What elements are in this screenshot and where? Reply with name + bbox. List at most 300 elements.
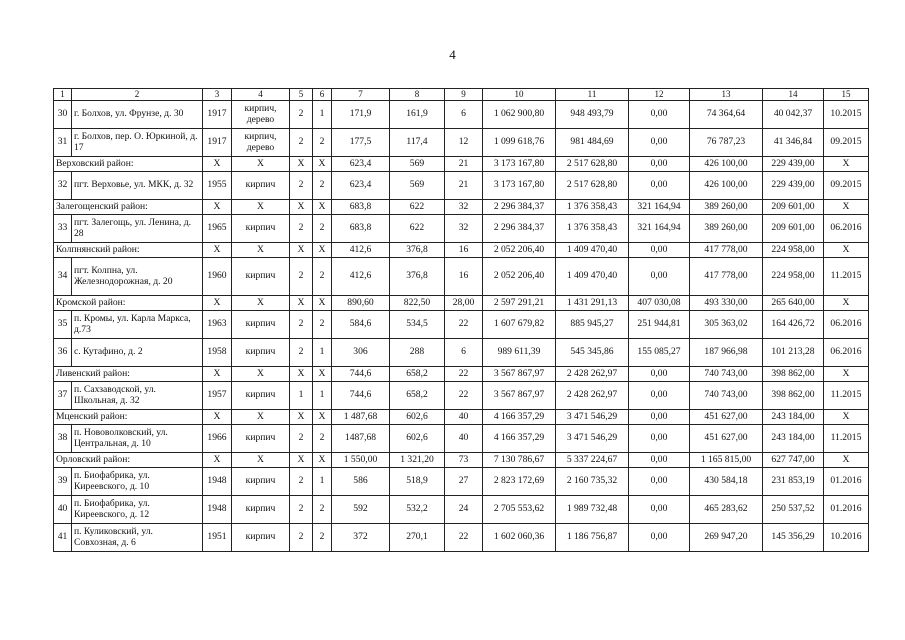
completion-date: 11.2015: [824, 258, 869, 296]
building-row: [54, 339, 869, 367]
completion-date: 06.2016: [824, 339, 869, 367]
district-subtotal-row: [54, 296, 869, 311]
total-cost: 2 823 172,69: [483, 468, 556, 496]
floors-count: 2: [290, 496, 313, 524]
municipal-share: 417 778,00: [690, 243, 763, 258]
floors-count: 2: [290, 468, 313, 496]
residents-count: 32: [445, 215, 483, 243]
completion-date: X: [824, 453, 869, 468]
municipal-share: 389 260,00: [690, 215, 763, 243]
owners-share: 229 439,00: [763, 172, 824, 200]
building-address: п. Биофабрика, ул. Киреевского, д. 10: [72, 468, 203, 496]
completion-date: X: [824, 157, 869, 172]
completion-date: 10.2015: [824, 101, 869, 129]
floors-count: X: [290, 243, 313, 258]
living-area: 569: [390, 157, 445, 172]
region-share: 0,00: [629, 172, 690, 200]
column-number: 15: [824, 89, 869, 101]
owners-share: 398 862,00: [763, 382, 824, 410]
owners-share: 164 426,72: [763, 311, 824, 339]
entrances-count: 2: [313, 215, 332, 243]
row-number: 38: [54, 425, 72, 453]
district-subtotal-row: [54, 243, 869, 258]
residents-count: 22: [445, 311, 483, 339]
living-area: 569: [390, 172, 445, 200]
district-subtotal-row: [54, 367, 869, 382]
owners-share: 40 042,37: [763, 101, 824, 129]
total-cost: 7 130 786,67: [483, 453, 556, 468]
living-area: 376,8: [390, 258, 445, 296]
building-address: пгт. Верховье, ул. МКК, д. 32: [72, 172, 203, 200]
municipal-share: 74 364,64: [690, 101, 763, 129]
total-cost: 2 296 384,37: [483, 215, 556, 243]
municipal-share: 426 100,00: [690, 172, 763, 200]
municipal-share: 269 947,20: [690, 524, 763, 552]
completion-date: 10.2016: [824, 524, 869, 552]
wall-material: кирпич, дерево: [232, 129, 290, 157]
wall-material: кирпич: [232, 496, 290, 524]
living-area: 288: [390, 339, 445, 367]
total-cost: 3 567 867,97: [483, 367, 556, 382]
floors-count: X: [290, 453, 313, 468]
residents-count: 32: [445, 200, 483, 215]
total-cost: 1 607 679,82: [483, 311, 556, 339]
wall-material: кирпич: [232, 382, 290, 410]
municipal-share: 465 283,62: [690, 496, 763, 524]
fund-share: 1 431 291,13: [556, 296, 629, 311]
entrances-count: 2: [313, 524, 332, 552]
floors-count: 2: [290, 101, 313, 129]
build-year: 1963: [203, 311, 232, 339]
fund-share: 1 376 358,43: [556, 200, 629, 215]
region-share: 155 085,27: [629, 339, 690, 367]
living-area: 602,6: [390, 410, 445, 425]
column-number: 12: [629, 89, 690, 101]
floors-count: 2: [290, 129, 313, 157]
total-area: 683,8: [332, 215, 390, 243]
total-area: 890,60: [332, 296, 390, 311]
owners-share: 627 747,00: [763, 453, 824, 468]
wall-material: X: [232, 200, 290, 215]
owners-share: 243 184,00: [763, 410, 824, 425]
total-area: 412,6: [332, 243, 390, 258]
living-area: 161,9: [390, 101, 445, 129]
total-cost: 2 597 291,21: [483, 296, 556, 311]
column-number: 2: [72, 89, 203, 101]
total-cost: 4 166 357,29: [483, 425, 556, 453]
build-year: 1955: [203, 172, 232, 200]
district-name: Орловский район:: [54, 453, 203, 468]
fund-share: 2 428 262,97: [556, 382, 629, 410]
column-number: 5: [290, 89, 313, 101]
building-row: [54, 101, 869, 129]
total-area: 623,4: [332, 157, 390, 172]
region-share: 321 164,94: [629, 215, 690, 243]
row-number: 33: [54, 215, 72, 243]
fund-share: 885 945,27: [556, 311, 629, 339]
build-year: 1965: [203, 215, 232, 243]
residents-count: 24: [445, 496, 483, 524]
region-share: 0,00: [629, 367, 690, 382]
wall-material: X: [232, 296, 290, 311]
wall-material: кирпич: [232, 468, 290, 496]
owners-share: 265 640,00: [763, 296, 824, 311]
entrances-count: 1: [313, 382, 332, 410]
living-area: 658,2: [390, 367, 445, 382]
floors-count: 2: [290, 425, 313, 453]
building-address: п. Нововолковский, ул. Центральная, д. 10: [72, 425, 203, 453]
register-body: [54, 89, 869, 552]
total-area: 683,8: [332, 200, 390, 215]
residents-count: 28,00: [445, 296, 483, 311]
total-area: 592: [332, 496, 390, 524]
row-number: 41: [54, 524, 72, 552]
municipal-share: 430 584,18: [690, 468, 763, 496]
living-area: 532,2: [390, 496, 445, 524]
entrances-count: 1: [313, 101, 332, 129]
residents-count: 73: [445, 453, 483, 468]
living-area: 270,1: [390, 524, 445, 552]
region-share: 0,00: [629, 453, 690, 468]
total-cost: 2 052 206,40: [483, 243, 556, 258]
total-area: 177,5: [332, 129, 390, 157]
column-number: 10: [483, 89, 556, 101]
municipal-share: 740 743,00: [690, 382, 763, 410]
total-cost: 1 099 618,76: [483, 129, 556, 157]
residents-count: 21: [445, 157, 483, 172]
build-year: 1917: [203, 129, 232, 157]
build-year: 1960: [203, 258, 232, 296]
completion-date: 11.2015: [824, 382, 869, 410]
municipal-share: 76 787,23: [690, 129, 763, 157]
region-share: 0,00: [629, 468, 690, 496]
residents-count: 6: [445, 339, 483, 367]
completion-date: 11.2015: [824, 425, 869, 453]
entrances-count: X: [313, 243, 332, 258]
row-number: 30: [54, 101, 72, 129]
wall-material: кирпич: [232, 311, 290, 339]
build-year: 1966: [203, 425, 232, 453]
entrances-count: X: [313, 157, 332, 172]
column-number: 13: [690, 89, 763, 101]
total-area: 1 487,68: [332, 410, 390, 425]
total-cost: 2 296 384,37: [483, 200, 556, 215]
district-name: Кромской район:: [54, 296, 203, 311]
floors-count: 2: [290, 215, 313, 243]
total-area: 171,9: [332, 101, 390, 129]
wall-material: кирпич: [232, 524, 290, 552]
building-row: [54, 258, 869, 296]
fund-share: 981 484,69: [556, 129, 629, 157]
owners-share: 224 958,00: [763, 258, 824, 296]
building-address: п. Куликовский, ул. Совхозная, д. 6: [72, 524, 203, 552]
living-area: 622: [390, 200, 445, 215]
total-cost: 989 611,39: [483, 339, 556, 367]
municipal-share: 493 330,00: [690, 296, 763, 311]
total-cost: 2 705 553,62: [483, 496, 556, 524]
region-share: 0,00: [629, 425, 690, 453]
region-share: 0,00: [629, 410, 690, 425]
owners-share: 224 958,00: [763, 243, 824, 258]
building-address: г. Болхов, ул. Фрунзе, д. 30: [72, 101, 203, 129]
completion-date: 01.2016: [824, 468, 869, 496]
completion-date: 06.2016: [824, 215, 869, 243]
building-row: [54, 496, 869, 524]
owners-share: 243 184,00: [763, 425, 824, 453]
column-number: 6: [313, 89, 332, 101]
housing-register-table: [53, 88, 869, 552]
wall-material: X: [232, 453, 290, 468]
total-area: 744,6: [332, 382, 390, 410]
district-name: Залегощенский район:: [54, 200, 203, 215]
owners-share: 101 213,28: [763, 339, 824, 367]
row-number: 37: [54, 382, 72, 410]
fund-share: 1 376 358,43: [556, 215, 629, 243]
district-subtotal-row: [54, 200, 869, 215]
building-address: п. Сахзаводской, ул. Школьная, д. 32: [72, 382, 203, 410]
residents-count: 16: [445, 243, 483, 258]
row-number: 39: [54, 468, 72, 496]
entrances-count: X: [313, 453, 332, 468]
total-cost: 4 166 357,29: [483, 410, 556, 425]
district-name: Мценский район:: [54, 410, 203, 425]
building-address: п. Кромы, ул. Карла Маркса, д.73: [72, 311, 203, 339]
completion-date: X: [824, 243, 869, 258]
wall-material: X: [232, 157, 290, 172]
wall-material: кирпич: [232, 339, 290, 367]
fund-share: 1 409 470,40: [556, 243, 629, 258]
row-number: 32: [54, 172, 72, 200]
entrances-count: 1: [313, 339, 332, 367]
municipal-share: 305 363,02: [690, 311, 763, 339]
living-area: 534,5: [390, 311, 445, 339]
build-year: 1951: [203, 524, 232, 552]
fund-share: 1 409 470,40: [556, 258, 629, 296]
floors-count: X: [290, 367, 313, 382]
fund-share: 3 471 546,29: [556, 425, 629, 453]
district-subtotal-row: [54, 157, 869, 172]
fund-share: 1 989 732,48: [556, 496, 629, 524]
region-share: 0,00: [629, 382, 690, 410]
entrances-count: 2: [313, 496, 332, 524]
municipal-share: 389 260,00: [690, 200, 763, 215]
build-year: 1948: [203, 468, 232, 496]
residents-count: 40: [445, 410, 483, 425]
living-area: 518,9: [390, 468, 445, 496]
column-number: 4: [232, 89, 290, 101]
owners-share: 250 537,52: [763, 496, 824, 524]
owners-share: 41 346,84: [763, 129, 824, 157]
region-share: 0,00: [629, 129, 690, 157]
fund-share: 1 186 756,87: [556, 524, 629, 552]
floors-count: 2: [290, 524, 313, 552]
residents-count: 12: [445, 129, 483, 157]
wall-material: X: [232, 243, 290, 258]
living-area: 658,2: [390, 382, 445, 410]
build-year: X: [203, 200, 232, 215]
build-year: X: [203, 453, 232, 468]
living-area: 1 321,20: [390, 453, 445, 468]
row-number: 36: [54, 339, 72, 367]
column-number: 8: [390, 89, 445, 101]
region-share: 0,00: [629, 157, 690, 172]
municipal-share: 426 100,00: [690, 157, 763, 172]
building-address: п. Биофабрика, ул. Киреевского, д. 12: [72, 496, 203, 524]
owners-share: 231 853,19: [763, 468, 824, 496]
total-area: 412,6: [332, 258, 390, 296]
region-share: 0,00: [629, 101, 690, 129]
completion-date: 09.2015: [824, 172, 869, 200]
build-year: 1957: [203, 382, 232, 410]
floors-count: 1: [290, 382, 313, 410]
total-area: 586: [332, 468, 390, 496]
wall-material: кирпич, дерево: [232, 101, 290, 129]
column-number: 9: [445, 89, 483, 101]
completion-date: 01.2016: [824, 496, 869, 524]
row-number: 40: [54, 496, 72, 524]
entrances-count: X: [313, 200, 332, 215]
region-share: 0,00: [629, 496, 690, 524]
entrances-count: 2: [313, 258, 332, 296]
entrances-count: 1: [313, 468, 332, 496]
residents-count: 22: [445, 382, 483, 410]
owners-share: 145 356,29: [763, 524, 824, 552]
living-area: 622: [390, 215, 445, 243]
building-address: пгт. Колпна, ул. Железнодорожная, д. 20: [72, 258, 203, 296]
wall-material: кирпич: [232, 215, 290, 243]
column-number: 3: [203, 89, 232, 101]
residents-count: 21: [445, 172, 483, 200]
living-area: 117,4: [390, 129, 445, 157]
total-area: 372: [332, 524, 390, 552]
region-share: 0,00: [629, 524, 690, 552]
build-year: 1948: [203, 496, 232, 524]
living-area: 822,50: [390, 296, 445, 311]
fund-share: 5 337 224,67: [556, 453, 629, 468]
residents-count: 40: [445, 425, 483, 453]
region-share: 407 030,08: [629, 296, 690, 311]
building-row: [54, 425, 869, 453]
entrances-count: X: [313, 296, 332, 311]
completion-date: 09.2015: [824, 129, 869, 157]
total-cost: 2 052 206,40: [483, 258, 556, 296]
district-name: Ливенский район:: [54, 367, 203, 382]
district-subtotal-row: [54, 410, 869, 425]
entrances-count: 2: [313, 172, 332, 200]
column-number: 14: [763, 89, 824, 101]
floors-count: X: [290, 410, 313, 425]
page-number: 4: [449, 47, 456, 62]
total-cost: 1 602 060,36: [483, 524, 556, 552]
fund-share: 3 471 546,29: [556, 410, 629, 425]
build-year: 1917: [203, 101, 232, 129]
total-area: 1 550,00: [332, 453, 390, 468]
completion-date: X: [824, 410, 869, 425]
total-area: 1487,68: [332, 425, 390, 453]
wall-material: кирпич: [232, 172, 290, 200]
completion-date: X: [824, 296, 869, 311]
entrances-count: 2: [313, 129, 332, 157]
column-number-row: [54, 89, 869, 101]
build-year: X: [203, 243, 232, 258]
residents-count: 27: [445, 468, 483, 496]
wall-material: X: [232, 367, 290, 382]
district-name: Верховский район:: [54, 157, 203, 172]
owners-share: 209 601,00: [763, 200, 824, 215]
total-area: 623,4: [332, 172, 390, 200]
row-number: 35: [54, 311, 72, 339]
owners-share: 398 862,00: [763, 367, 824, 382]
municipal-share: 1 165 815,00: [690, 453, 763, 468]
build-year: X: [203, 296, 232, 311]
wall-material: кирпич: [232, 258, 290, 296]
living-area: 602,6: [390, 425, 445, 453]
municipal-share: 740 743,00: [690, 367, 763, 382]
district-name: Колпнянский район:: [54, 243, 203, 258]
wall-material: X: [232, 410, 290, 425]
building-address: г. Болхов, пер. О. Юркиной, д. 17: [72, 129, 203, 157]
region-share: 0,00: [629, 243, 690, 258]
region-share: 0,00: [629, 258, 690, 296]
floors-count: X: [290, 200, 313, 215]
fund-share: 948 493,79: [556, 101, 629, 129]
total-cost: 3 173 167,80: [483, 172, 556, 200]
build-year: X: [203, 157, 232, 172]
build-year: X: [203, 367, 232, 382]
completion-date: X: [824, 200, 869, 215]
owners-share: 229 439,00: [763, 157, 824, 172]
row-number: 31: [54, 129, 72, 157]
floors-count: 2: [290, 311, 313, 339]
region-share: 251 944,81: [629, 311, 690, 339]
floors-count: 2: [290, 172, 313, 200]
fund-share: 2 517 628,80: [556, 157, 629, 172]
floors-count: X: [290, 157, 313, 172]
completion-date: X: [824, 367, 869, 382]
total-cost: 1 062 900,80: [483, 101, 556, 129]
residents-count: 22: [445, 524, 483, 552]
building-row: [54, 311, 869, 339]
municipal-share: 451 627,00: [690, 425, 763, 453]
build-year: X: [203, 410, 232, 425]
living-area: 376,8: [390, 243, 445, 258]
total-cost: 3 173 167,80: [483, 157, 556, 172]
floors-count: 2: [290, 339, 313, 367]
residents-count: 22: [445, 367, 483, 382]
column-number: 11: [556, 89, 629, 101]
column-number: 1: [54, 89, 72, 101]
municipal-share: 451 627,00: [690, 410, 763, 425]
total-area: 744,6: [332, 367, 390, 382]
fund-share: 2 517 628,80: [556, 172, 629, 200]
total-area: 584,6: [332, 311, 390, 339]
fund-share: 2 160 735,32: [556, 468, 629, 496]
owners-share: 209 601,00: [763, 215, 824, 243]
entrances-count: X: [313, 367, 332, 382]
row-number: 34: [54, 258, 72, 296]
total-cost: 3 567 867,97: [483, 382, 556, 410]
column-number: 7: [332, 89, 390, 101]
district-subtotal-row: [54, 453, 869, 468]
municipal-share: 417 778,00: [690, 258, 763, 296]
fund-share: 545 345,86: [556, 339, 629, 367]
building-row: [54, 382, 869, 410]
entrances-count: 2: [313, 311, 332, 339]
building-row: [54, 172, 869, 200]
fund-share: 2 428 262,97: [556, 367, 629, 382]
total-area: 306: [332, 339, 390, 367]
completion-date: 06.2016: [824, 311, 869, 339]
